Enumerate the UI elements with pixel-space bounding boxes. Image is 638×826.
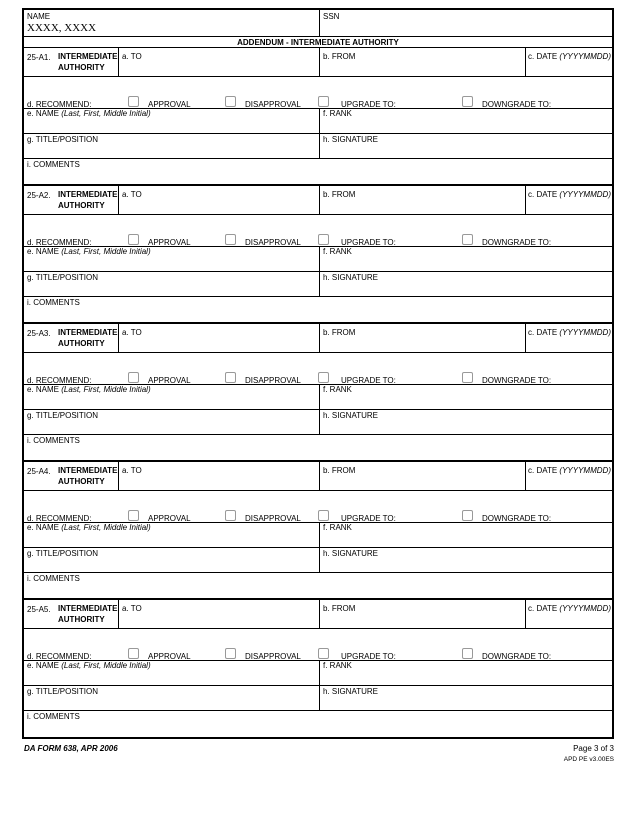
block-title: INTERMEDIATE (58, 52, 118, 61)
to-label: a. TO (122, 328, 142, 337)
upgrade-label: UPGRADE TO: (341, 652, 396, 661)
divider (525, 323, 526, 352)
divider (24, 158, 612, 159)
comments-label: i. COMMENTS (27, 712, 80, 721)
divider (118, 323, 119, 352)
downgrade-label: DOWNGRADE TO: (482, 100, 552, 109)
block-id: 25-A3. (27, 329, 51, 338)
authority-block (24, 47, 612, 185)
downgrade-label: DOWNGRADE TO: (482, 376, 552, 385)
from-label: b. FROM (323, 328, 356, 337)
recommend-label: d. RECOMMEND: (27, 238, 92, 247)
name-value[interactable]: XXXX, XXXX (27, 22, 97, 34)
signature-label: h. SIGNATURE (323, 411, 378, 420)
from-label: b. FROM (323, 466, 356, 475)
divider (118, 599, 119, 628)
upgrade-checkbox[interactable] (318, 96, 329, 107)
divider (525, 599, 526, 628)
upgrade-label: UPGRADE TO: (341, 238, 396, 247)
signature-label: h. SIGNATURE (323, 687, 378, 696)
divider (525, 461, 526, 490)
block-title: INTERMEDIATE (58, 328, 118, 337)
upgrade-checkbox[interactable] (318, 510, 329, 521)
downgrade-checkbox[interactable] (462, 234, 473, 245)
divider (24, 133, 612, 134)
approval-checkbox[interactable] (128, 372, 139, 383)
signature-label: h. SIGNATURE (323, 549, 378, 558)
divider (24, 710, 612, 711)
divider (24, 76, 612, 77)
name-label: e. NAME (Last, First, Middle Initial) (27, 109, 151, 118)
divider (24, 36, 612, 37)
upgrade-checkbox[interactable] (318, 234, 329, 245)
block-title-2: AUTHORITY (58, 339, 105, 348)
downgrade-label: DOWNGRADE TO: (482, 652, 552, 661)
divider (319, 185, 320, 214)
title-position-label: g. TITLE/POSITION (27, 411, 98, 420)
divider (24, 685, 612, 686)
block-title: INTERMEDIATE (58, 466, 118, 475)
title-position-label: g. TITLE/POSITION (27, 687, 98, 696)
upgrade-label: UPGRADE TO: (341, 100, 396, 109)
block-id: 25-A2. (27, 191, 51, 200)
to-label: a. TO (122, 466, 142, 475)
disapproval-checkbox[interactable] (225, 510, 236, 521)
approval-label: APPROVAL (148, 652, 191, 661)
divider (319, 10, 320, 36)
divider (24, 434, 612, 435)
name-label: e. NAME (Last, First, Middle Initial) (27, 523, 151, 532)
to-label: a. TO (122, 190, 142, 199)
upgrade-label: UPGRADE TO: (341, 514, 396, 523)
ssn-label: SSN (323, 12, 340, 21)
block-title-2: AUTHORITY (58, 477, 105, 486)
block-title-2: AUTHORITY (58, 63, 105, 72)
name-label: e. NAME (Last, First, Middle Initial) (27, 385, 151, 394)
divider (24, 296, 612, 297)
page-number: Page 3 of 3 (573, 744, 614, 753)
block-title-2: AUTHORITY (58, 201, 105, 210)
block-title: INTERMEDIATE (58, 604, 118, 613)
recommend-label: d. RECOMMEND: (27, 514, 92, 523)
downgrade-checkbox[interactable] (462, 372, 473, 383)
name-label: e. NAME (Last, First, Middle Initial) (27, 247, 151, 256)
approval-label: APPROVAL (148, 514, 191, 523)
disapproval-checkbox[interactable] (225, 234, 236, 245)
block-id: 25-A4. (27, 467, 51, 476)
divider (24, 547, 612, 548)
divider (24, 271, 612, 272)
disapproval-label: DISAPPROVAL (245, 100, 301, 109)
rank-label: f. RANK (323, 109, 352, 118)
disapproval-checkbox[interactable] (225, 648, 236, 659)
to-label: a. TO (122, 52, 142, 61)
downgrade-label: DOWNGRADE TO: (482, 514, 552, 523)
block-title-2: AUTHORITY (58, 615, 105, 624)
divider (118, 185, 119, 214)
name-label: e. NAME (Last, First, Middle Initial) (27, 661, 151, 670)
to-label: a. TO (122, 604, 142, 613)
disapproval-label: DISAPPROVAL (245, 514, 301, 523)
block-id: 25-A1. (27, 53, 51, 62)
disapproval-label: DISAPPROVAL (245, 652, 301, 661)
approval-checkbox[interactable] (128, 234, 139, 245)
comments-label: i. COMMENTS (27, 160, 80, 169)
divider (319, 323, 320, 352)
divider (319, 461, 320, 490)
comments-label: i. COMMENTS (27, 574, 80, 583)
disapproval-label: DISAPPROVAL (245, 376, 301, 385)
from-label: b. FROM (323, 52, 356, 61)
approval-checkbox[interactable] (128, 96, 139, 107)
title-position-label: g. TITLE/POSITION (27, 273, 98, 282)
authority-block (24, 185, 612, 323)
divider (319, 599, 320, 628)
rank-label: f. RANK (323, 661, 352, 670)
title-position-label: g. TITLE/POSITION (27, 549, 98, 558)
downgrade-checkbox[interactable] (462, 648, 473, 659)
date-label: c. DATE (YYYYMMDD) (528, 52, 611, 61)
upgrade-label: UPGRADE TO: (341, 376, 396, 385)
disapproval-checkbox[interactable] (225, 372, 236, 383)
edition-label: APD PE v3.00ES (563, 756, 614, 763)
downgrade-checkbox[interactable] (462, 96, 473, 107)
form-number: DA FORM 638, APR 2006 (24, 744, 118, 753)
divider (24, 352, 612, 353)
recommend-label: d. RECOMMEND: (27, 652, 92, 661)
date-label: c. DATE (YYYYMMDD) (528, 328, 611, 337)
authority-block (24, 599, 612, 737)
divider (24, 572, 612, 573)
rank-label: f. RANK (323, 247, 352, 256)
rank-label: f. RANK (323, 523, 352, 532)
divider (24, 214, 612, 215)
disapproval-checkbox[interactable] (225, 96, 236, 107)
from-label: b. FROM (323, 604, 356, 613)
divider (525, 47, 526, 76)
form-frame (22, 8, 614, 739)
disapproval-label: DISAPPROVAL (245, 238, 301, 247)
divider (319, 47, 320, 76)
divider (24, 490, 612, 491)
divider (24, 628, 612, 629)
divider (118, 461, 119, 490)
downgrade-checkbox[interactable] (462, 510, 473, 521)
block-id: 25-A5. (27, 605, 51, 614)
signature-label: h. SIGNATURE (323, 135, 378, 144)
approval-checkbox[interactable] (128, 510, 139, 521)
rank-label: f. RANK (323, 385, 352, 394)
approval-label: APPROVAL (148, 376, 191, 385)
approval-checkbox[interactable] (128, 648, 139, 659)
upgrade-checkbox[interactable] (318, 648, 329, 659)
date-label: c. DATE (YYYYMMDD) (528, 466, 611, 475)
recommend-label: d. RECOMMEND: (27, 376, 92, 385)
approval-label: APPROVAL (148, 238, 191, 247)
downgrade-label: DOWNGRADE TO: (482, 238, 552, 247)
title-position-label: g. TITLE/POSITION (27, 135, 98, 144)
recommend-label: d. RECOMMEND: (27, 100, 92, 109)
comments-label: i. COMMENTS (27, 298, 80, 307)
from-label: b. FROM (323, 190, 356, 199)
divider (24, 409, 612, 410)
approval-label: APPROVAL (148, 100, 191, 109)
divider (525, 185, 526, 214)
section-title: ADDENDUM - INTERMEDIATE AUTHORITY (237, 38, 399, 47)
signature-label: h. SIGNATURE (323, 273, 378, 282)
authority-block (24, 323, 612, 461)
block-title: INTERMEDIATE (58, 190, 118, 199)
divider (118, 47, 119, 76)
date-label: c. DATE (YYYYMMDD) (528, 190, 611, 199)
upgrade-checkbox[interactable] (318, 372, 329, 383)
name-label: NAME (27, 12, 51, 21)
authority-block (24, 461, 612, 599)
comments-label: i. COMMENTS (27, 436, 80, 445)
date-label: c. DATE (YYYYMMDD) (528, 604, 611, 613)
